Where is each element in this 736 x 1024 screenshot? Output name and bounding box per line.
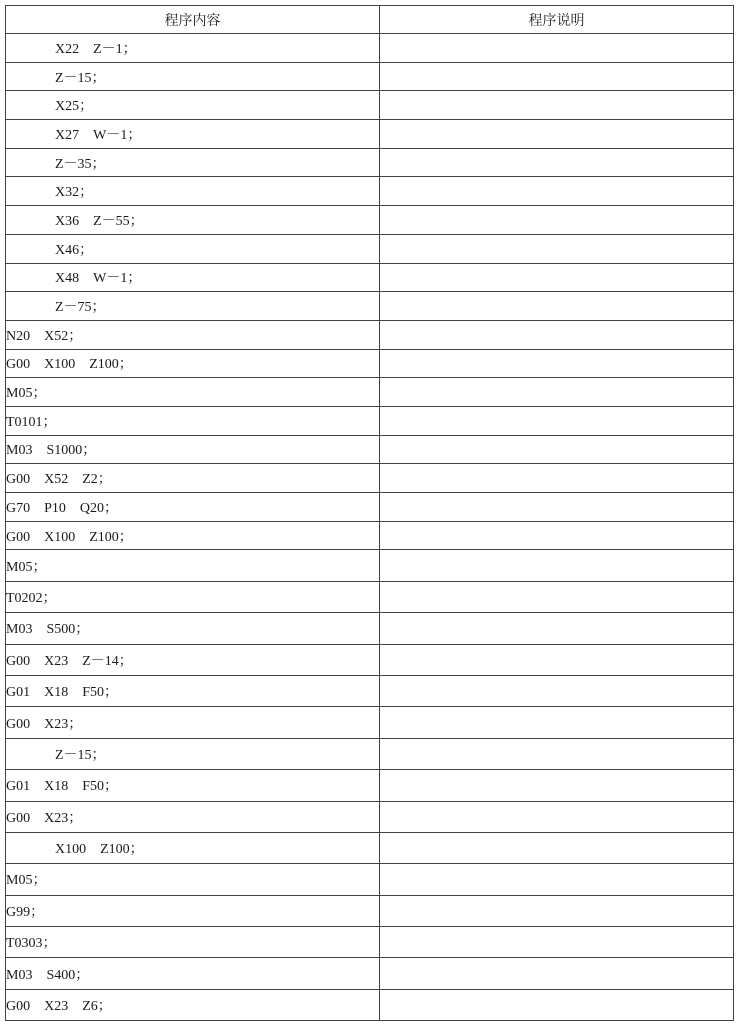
program-note-cell bbox=[380, 927, 734, 958]
program-code-cell: M05； bbox=[6, 378, 380, 407]
table-row bbox=[6, 464, 734, 493]
program-code-cell: X22 Z－1； bbox=[6, 34, 380, 63]
program-note-cell bbox=[380, 550, 734, 581]
program-note-cell bbox=[380, 895, 734, 926]
program-code-cell: G01 X18 F50； bbox=[6, 770, 380, 801]
program-note-cell bbox=[380, 292, 734, 321]
program-code-cell: N20 X52； bbox=[6, 320, 380, 349]
program-note-cell bbox=[380, 864, 734, 895]
program-code-cell: G00 X23； bbox=[6, 801, 380, 832]
table-row bbox=[6, 148, 734, 177]
program-code-cell: M03 S400； bbox=[6, 958, 380, 989]
table-row bbox=[6, 550, 734, 581]
table-row bbox=[6, 34, 734, 63]
program-code-cell: G00 X23 Z－14； bbox=[6, 644, 380, 675]
program-note-cell bbox=[380, 738, 734, 769]
table-row bbox=[6, 378, 734, 407]
table-row bbox=[6, 895, 734, 926]
program-code-cell: X100 Z100； bbox=[6, 832, 380, 863]
program-note-cell bbox=[380, 581, 734, 612]
program-note-cell bbox=[380, 521, 734, 550]
program-code-cell: M03 S500； bbox=[6, 613, 380, 644]
program-note-cell bbox=[380, 435, 734, 464]
program-note-cell bbox=[380, 148, 734, 177]
program-code-cell: T0101； bbox=[6, 406, 380, 435]
table-row bbox=[6, 832, 734, 863]
table-row bbox=[6, 707, 734, 738]
header-program-content: 程序内容 bbox=[6, 6, 380, 34]
program-note-cell bbox=[380, 770, 734, 801]
table-row bbox=[6, 581, 734, 612]
table-row bbox=[6, 62, 734, 91]
table-row bbox=[6, 263, 734, 292]
table-row bbox=[6, 206, 734, 235]
program-note-cell bbox=[380, 177, 734, 206]
table-row bbox=[6, 738, 734, 769]
table-row bbox=[6, 349, 734, 378]
program-code-cell: Z－75； bbox=[6, 292, 380, 321]
header-program-description: 程序说明 bbox=[380, 6, 734, 34]
program-note-cell bbox=[380, 91, 734, 120]
table-row bbox=[6, 406, 734, 435]
program-note-cell bbox=[380, 263, 734, 292]
table-row bbox=[6, 120, 734, 149]
program-note-cell bbox=[380, 675, 734, 706]
program-code-cell: M03 S1000； bbox=[6, 435, 380, 464]
table-row bbox=[6, 989, 734, 1020]
program-code-cell: G99； bbox=[6, 895, 380, 926]
program-code-cell: G00 X100 Z100； bbox=[6, 349, 380, 378]
program-note-cell bbox=[380, 613, 734, 644]
program-note-cell bbox=[380, 493, 734, 522]
program-code-cell: X48 W－1； bbox=[6, 263, 380, 292]
table-body bbox=[6, 34, 734, 1021]
program-table bbox=[5, 5, 734, 1021]
program-note-cell bbox=[380, 120, 734, 149]
program-code-cell: M05； bbox=[6, 550, 380, 581]
program-note-cell bbox=[380, 62, 734, 91]
program-code-cell: Z－15； bbox=[6, 62, 380, 91]
program-code-cell: G00 X23 Z6； bbox=[6, 989, 380, 1020]
table-row bbox=[6, 292, 734, 321]
program-note-cell bbox=[380, 406, 734, 435]
table-row bbox=[6, 320, 734, 349]
program-code-cell: G00 X52 Z2； bbox=[6, 464, 380, 493]
program-code-cell: T0202； bbox=[6, 581, 380, 612]
program-code-cell: G00 X23； bbox=[6, 707, 380, 738]
table-row bbox=[6, 91, 734, 120]
program-note-cell bbox=[380, 378, 734, 407]
program-code-cell: X46； bbox=[6, 234, 380, 263]
table-row bbox=[6, 493, 734, 522]
table-row bbox=[6, 801, 734, 832]
program-code-cell: G70 P10 Q20； bbox=[6, 493, 380, 522]
program-note-cell bbox=[380, 349, 734, 378]
header-row bbox=[6, 6, 734, 34]
table-row bbox=[6, 521, 734, 550]
program-code-cell: Z－15； bbox=[6, 738, 380, 769]
table-row bbox=[6, 675, 734, 706]
table-row bbox=[6, 234, 734, 263]
table-row bbox=[6, 644, 734, 675]
program-code-cell: G01 X18 F50； bbox=[6, 675, 380, 706]
program-note-cell bbox=[380, 989, 734, 1020]
program-code-cell: X36 Z－55； bbox=[6, 206, 380, 235]
table-row bbox=[6, 177, 734, 206]
program-code-cell: X32； bbox=[6, 177, 380, 206]
program-note-cell bbox=[380, 234, 734, 263]
program-note-cell bbox=[380, 206, 734, 235]
program-note-cell bbox=[380, 832, 734, 863]
table-row bbox=[6, 927, 734, 958]
table-row bbox=[6, 864, 734, 895]
program-note-cell bbox=[380, 464, 734, 493]
program-code-cell: G00 X100 Z100； bbox=[6, 521, 380, 550]
program-note-cell bbox=[380, 320, 734, 349]
program-code-cell: X25； bbox=[6, 91, 380, 120]
table-row bbox=[6, 770, 734, 801]
table-row bbox=[6, 958, 734, 989]
table-row bbox=[6, 613, 734, 644]
program-code-cell: M05； bbox=[6, 864, 380, 895]
program-note-cell bbox=[380, 644, 734, 675]
program-note-cell bbox=[380, 707, 734, 738]
program-code-cell: X27 W－1； bbox=[6, 120, 380, 149]
program-note-cell bbox=[380, 801, 734, 832]
program-note-cell bbox=[380, 958, 734, 989]
program-note-cell bbox=[380, 34, 734, 63]
program-code-cell: Z－35； bbox=[6, 148, 380, 177]
program-code-cell: T0303； bbox=[6, 927, 380, 958]
table-row bbox=[6, 435, 734, 464]
